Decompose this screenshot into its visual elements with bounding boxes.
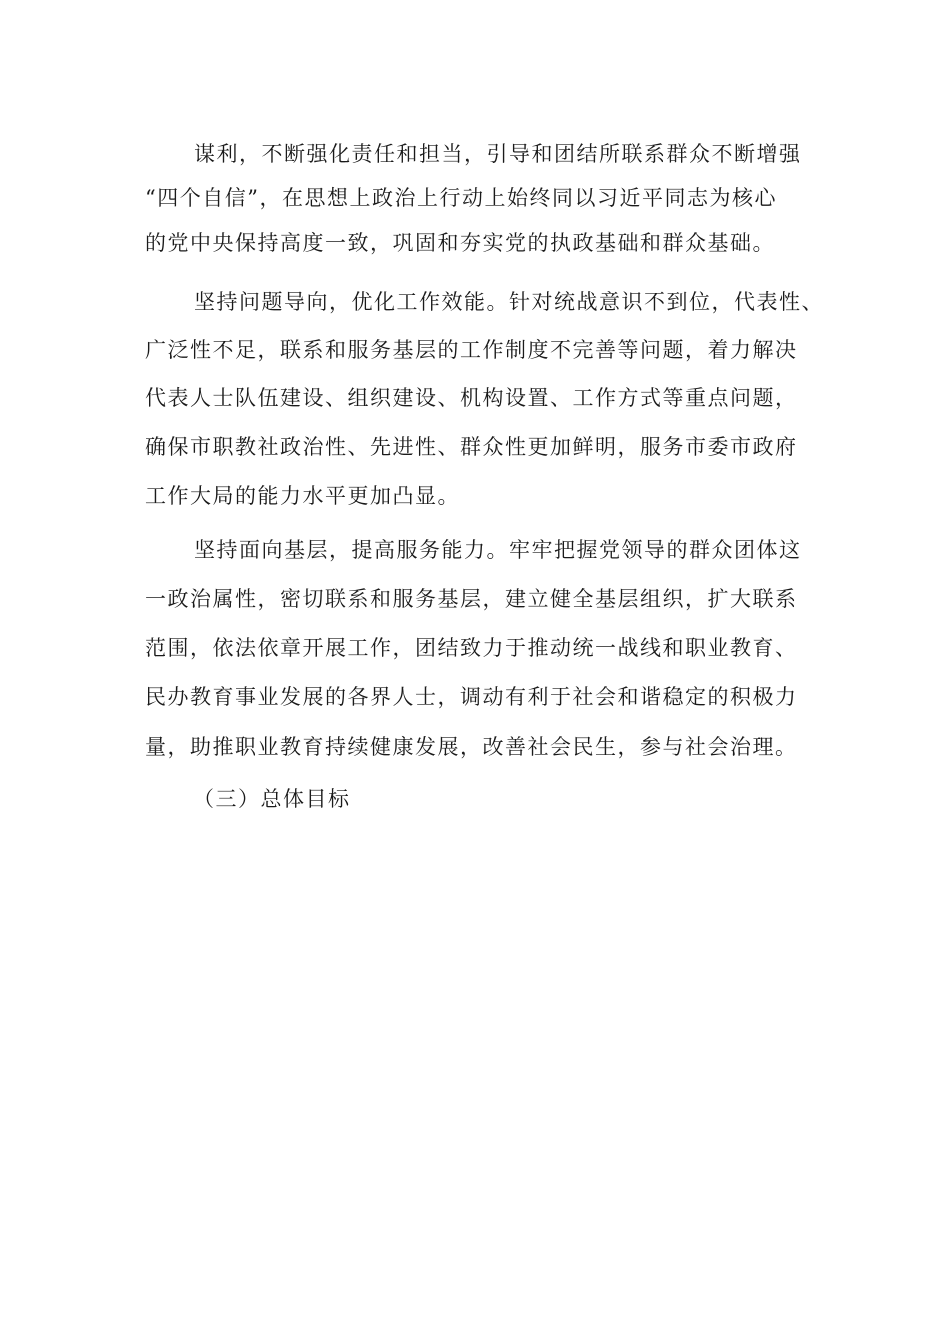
paragraph-line: 一政治属性，密切联系和服务基层，建立健全基层组织，扩大联系 bbox=[145, 587, 798, 611]
section-heading: （三）总体目标 bbox=[193, 787, 351, 811]
paragraph-line: 确保市职教社政治性、先进性、群众性更加鲜明，服务市委市政府 bbox=[145, 435, 798, 459]
paragraph-line: 民办教育事业发展的各界人士，调动有利于社会和谐稳定的积极力 bbox=[145, 685, 798, 709]
paragraph-line: 工作大局的能力水平更加凸显。 bbox=[145, 484, 460, 508]
paragraph-line: 坚持问题导向，优化工作效能。针对统战意识不到位，代表性、 bbox=[194, 290, 824, 314]
paragraph-line: 范围，依法依章开展工作，团结致力于推动统一战线和职业教育、 bbox=[145, 636, 798, 660]
paragraph-line: “四个自信”，在思想上政治上行动上始终同以习近平同志为核心 bbox=[145, 186, 777, 210]
paragraph-line: 广泛性不足，联系和服务基层的工作制度不完善等问题，着力解决 bbox=[145, 338, 798, 362]
paragraph-line: 坚持面向基层，提高服务能力。牢牢把握党领导的群众团体这 bbox=[194, 538, 802, 562]
paragraph-line: 量，助推职业教育持续健康发展，改善社会民生，参与社会治理。 bbox=[145, 735, 798, 759]
paragraph-line: 的党中央保持高度一致，巩固和夯实党的执政基础和群众基础。 bbox=[145, 231, 775, 255]
paragraph-line: 谋利，不断强化责任和担当，引导和团结所联系群众不断增强 bbox=[194, 142, 802, 166]
paragraph-line: 代表人士队伍建设、组织建设、机构设置、工作方式等重点问题， bbox=[145, 386, 798, 410]
